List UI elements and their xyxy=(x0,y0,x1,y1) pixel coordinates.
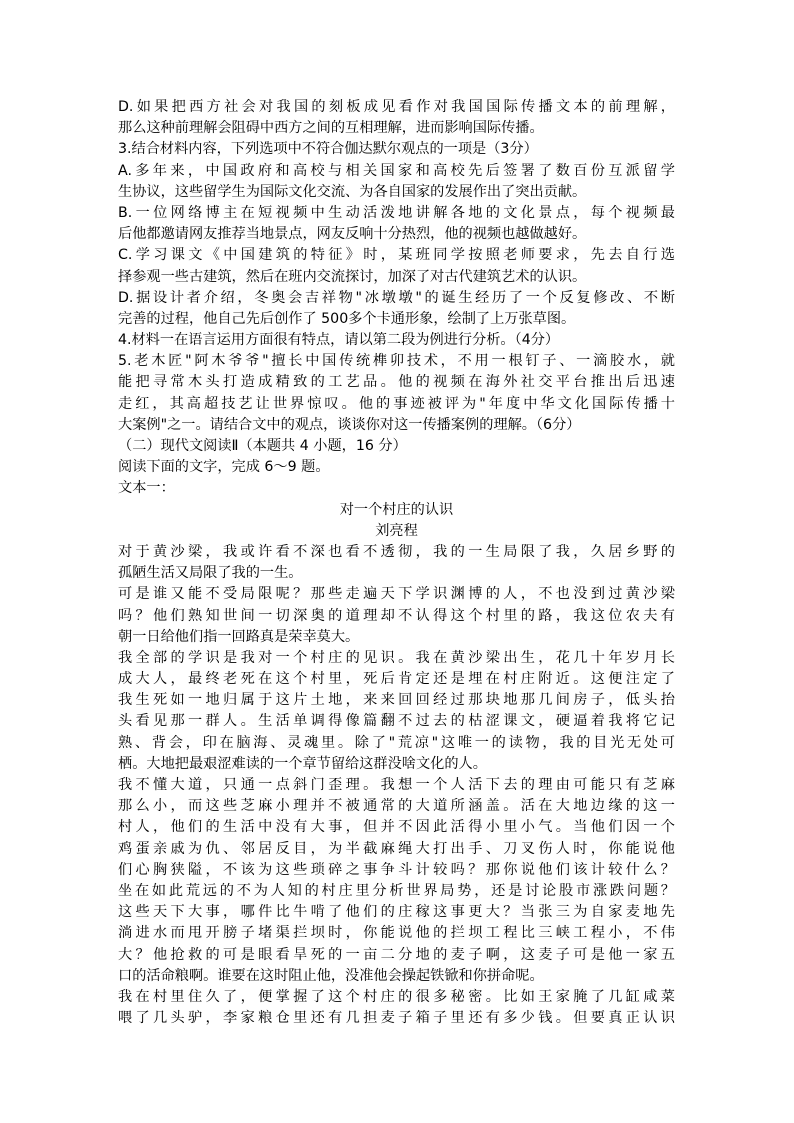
text-line: 坐在如此荒远的不为人知的村庄里分析世界局势，还是讨论股市涨跌问题？ xyxy=(118,882,675,899)
text-line: 头看见那一群人。生活单调得像篇翻不过去的枯涩课文，硬逼着我将它记 xyxy=(118,713,675,730)
document-page xyxy=(118,97,675,1029)
text-line: 我生死如一地归属于这片土地，来来回回经过那块地那几间房子，低头抬 xyxy=(118,692,675,709)
paragraph xyxy=(118,648,675,775)
text-line: 对一个村庄的认识 xyxy=(339,501,454,518)
paragraph xyxy=(118,987,675,1029)
text-line: 择参观一些古建筑，然后在班内交流探讨，加深了对古代建筑艺术的认识。 xyxy=(118,268,587,285)
text-line: 大案例"之一。请结合文中的观点，谈谈你对这一传播案例的理解。（6分） xyxy=(118,416,581,433)
text-line: 口的活命粮啊。谁要在这时阻止他，没准他会操起铁锨和你拼命呢。 xyxy=(118,967,544,984)
text-line: B.一位网络博主在短视频中生动活泼地讲解各地的文化景点，每个视频最 xyxy=(118,204,675,221)
paragraph xyxy=(118,457,675,478)
text-line: 孤陋生活又局限了我的一生。 xyxy=(118,565,303,582)
text-line: 3.结合材料内容，下列选项中不符合伽达默尔观点的一项是（3分） xyxy=(118,141,538,158)
text-line: 熟、背会，印在脑海、灵魂里。除了"荒凉"这唯一的读物，我的目光无处可 xyxy=(118,734,675,751)
paragraph xyxy=(118,775,675,987)
text-line: 那么小，而这些芝麻小理并不被通常的大道所涵盖。活在大地边缘的这一 xyxy=(118,798,675,815)
text-line: 淌进水而甩开膀子堵渠拦坝时，你能说他的拦坝工程比三峡工程小，不伟 xyxy=(118,925,675,942)
text-line: C.学习课文《中国建筑的特征》时，某班同学按照老师要求，先去自行选 xyxy=(118,247,675,264)
text-line: 我不懂大道，只通一点斜门歪理。我想一个人活下去的理由可能只有芝麻 xyxy=(118,777,675,793)
text-line: 大？他抢救的可是眼看旱死的一亩二分地的麦子啊，这麦子可是他一家五 xyxy=(118,946,675,963)
text-line: 那么这种前理解会阻碍中西方之间的互相理解，进而影响国际传播。 xyxy=(118,120,544,137)
text-line: 完善的过程，他自己先后创作了 500多个卡通形象，绘制了上万张草图。 xyxy=(118,310,576,327)
text-line: 刘亮程 xyxy=(375,522,418,539)
paragraph xyxy=(118,584,675,648)
text-line: 走红，其高超技艺让世界惊叹。他的事迹被评为"年度中华文化国际传播十 xyxy=(118,395,675,412)
text-line: 后他都邀请网友推荐当地景点，网友反响十分热烈，他的视频也越做越好。 xyxy=(118,226,587,243)
text-line: 能把寻常木头打造成精致的工艺品。他的视频在海外社交平台推出后迅速 xyxy=(118,374,675,391)
text-line: 文本一： xyxy=(118,480,175,497)
paragraph xyxy=(118,500,675,521)
paragraph xyxy=(118,161,675,203)
text-line: 喂了几头驴，李家粮仓里还有几担麦子箱子里还有多少钱。但要真正认识 xyxy=(118,1010,675,1027)
paragraph xyxy=(118,542,675,584)
text-line: 朝一日给他们指一回路真是荣幸莫大。 xyxy=(118,628,360,645)
text-line: 们心胸狭隘，不该为这些琐碎之事争斗计较吗？那你说他们该计较什么？ xyxy=(118,861,675,878)
text-line: 对于黄沙梁，我或许看不深也看不透彻，我的一生局限了我，久居乡野的 xyxy=(118,543,675,560)
paragraph xyxy=(118,139,675,160)
text-line: 成大人，最终老死在这个村里，死后肯定还是埋在村庄附近。这便注定了 xyxy=(118,671,675,688)
paragraph xyxy=(118,288,675,330)
paragraph xyxy=(118,521,675,542)
text-line: D.据设计者介绍，冬奥会吉祥物"冰墩墩"的诞生经历了一个反复修改、不断 xyxy=(118,289,675,306)
paragraph xyxy=(118,97,675,139)
text-line: 生协议，这些留学生为国际文化交流、为各自国家的发展作出了突出贡献。 xyxy=(118,183,587,200)
text-line: 我全部的学识是我对一个村庄的见识。我在黄沙梁出生，花几十年岁月长 xyxy=(118,649,675,666)
paragraph xyxy=(118,351,675,436)
paragraph xyxy=(118,436,675,457)
text-line: 5.老木匠"阿木爷爷"擅长中国传统榫卯技术，不用一根钉子、一滴胶水，就 xyxy=(118,353,675,370)
text-line: 4.材料一在语言运用方面很有特点，请以第二段为例进行分析。（4分） xyxy=(118,332,560,349)
text-line: 阅读下面的文字，完成 6～9 题。 xyxy=(118,459,330,476)
text-line: （二）现代文阅读Ⅱ（本题共 4 小题，16 分） xyxy=(118,438,407,454)
text-line: 村人，他们的生活中没有大事，但并不因此活得小里小气。当他们因一个 xyxy=(118,819,675,836)
paragraph xyxy=(118,478,675,499)
text-line: 吗？他们熟知世间一切深奥的道理却不认得这个村里的路，我这位农夫有 xyxy=(118,607,675,624)
text-line: D.如果把西方社会对我国的刻板成见看作对我国国际传播文本的前理解， xyxy=(118,99,675,115)
paragraph xyxy=(118,330,675,351)
text-line: A.多年来，中国政府和高校与相关国家和高校先后签署了数百份互派留学 xyxy=(118,162,675,179)
paragraph xyxy=(118,245,675,287)
text-line: 鸡蛋亲戚为仇、邻居反目，为半截麻绳大打出手、刀叉伤人时，你能说他 xyxy=(118,840,675,857)
paragraph xyxy=(118,203,675,245)
text-line: 栖。大地把最艰涩难读的一个章节留给这群没啥文化的人。 xyxy=(118,755,487,772)
text-line: 我在村里住久了，便掌握了这个村庄的很多秘密。比如王家腌了几缸咸菜 xyxy=(118,988,675,1005)
text-line: 这些天下大事，哪件比牛啃了他们的庄稼这事更大？当张三为自家麦地先 xyxy=(118,904,675,921)
text-line: 可是谁又能不受局限呢？那些走遍天下学识渊博的人，不也没到过黄沙梁 xyxy=(118,586,675,603)
